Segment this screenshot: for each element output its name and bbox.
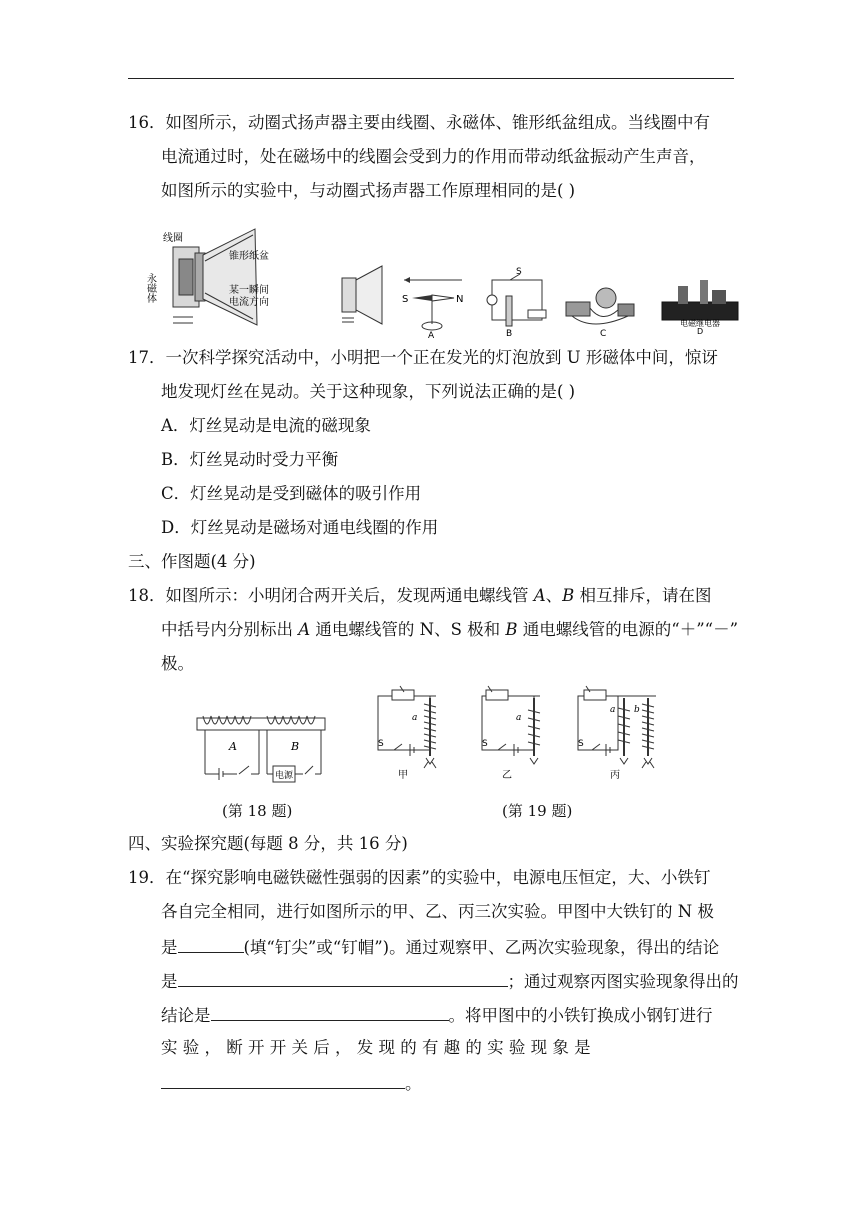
option-c-label: C (600, 329, 607, 338)
option-a-label: A (428, 331, 435, 338)
bing-switch-s: S (578, 739, 584, 749)
coil-label: 线圈 (163, 233, 183, 244)
speaker-diagram (145, 225, 285, 330)
current-dir-label: 电流方向 (229, 297, 269, 308)
bing-nail-b: b (634, 705, 640, 715)
option-b-label: B (506, 329, 513, 338)
q17-option-c: C．灯丝晃动是受到磁体的吸引作用 (161, 484, 422, 503)
q18-line3: 极。 (161, 654, 194, 673)
q18-line2: 中括号内分别标出 A 通电螺线管的 N、S 极和 B 通电螺线管的电源的“＋”“－” (161, 620, 739, 639)
jia-nail-a: a (412, 713, 418, 723)
q19-bing-diagram (570, 684, 666, 780)
q17-number: 17． (128, 348, 166, 367)
bing-label: 丙 (610, 770, 620, 780)
option-c-device (562, 278, 640, 338)
q19-line7: 。 (161, 1072, 422, 1094)
q19-number: 19． (128, 868, 166, 887)
q19-line5: 结论是 。将甲图中的小铁钉换成小钢钉进行 (161, 1006, 713, 1025)
q18-number: 18． (128, 586, 166, 605)
q17-option-a: A．灯丝晃动是电流的磁现象 (161, 416, 371, 435)
relay-label: 电磁继电器 (680, 319, 720, 328)
jia-switch-s: S (378, 739, 384, 749)
option-a-compass (398, 268, 468, 338)
solenoid-a-label: A (229, 740, 237, 753)
blank-nail-pole[interactable] (178, 936, 244, 953)
q19-line6: 实 验 ， 断 开 开 关 后 ， 发 现 的 有 趣 的 实 验 现 象 是 (161, 1038, 591, 1057)
blank-conclusion-bing[interactable] (211, 1004, 449, 1021)
q18-caption: (第 18 题) (222, 802, 293, 820)
q16-line3: 如图所示的实验中，与动圈式扬声器工作原理相同的是( ) (161, 181, 576, 200)
blank-steel-nail-phenomenon[interactable] (161, 1072, 405, 1089)
cone-label: 锥形纸盆 (229, 251, 269, 262)
q18-solenoid-diagram (193, 708, 333, 786)
yi-switch-s: S (482, 739, 488, 749)
yi-label: 乙 (502, 770, 512, 780)
option-d-label: D (697, 327, 704, 334)
q19-line2: 各自完全相同，进行如图所示的甲、乙、丙三次实验。甲图中大铁钉的 N 极 (161, 902, 714, 921)
q17-option-b: B．灯丝晃动时受力平衡 (161, 450, 339, 469)
jia-label: 甲 (398, 770, 408, 780)
q19-caption: (第 19 题) (502, 802, 573, 820)
q19-jia-diagram (370, 684, 446, 780)
speaker-small-diagram (328, 262, 388, 330)
option-b-circuit (484, 266, 554, 338)
q17-line1: 17．一次科学探究活动中，小明把一个正在发光的灯泡放到 U 形磁体中间，惊讶 (128, 348, 718, 367)
q19-line4: 是 ；通过观察丙图实验现象得出的 (161, 972, 739, 991)
yi-nail-a: a (516, 713, 522, 723)
solenoid-b-label: B (291, 740, 300, 753)
header-rule (128, 78, 734, 79)
moment-label: 某一瞬间 (229, 285, 269, 296)
power-source-label: 电源 (275, 771, 294, 781)
q19-line1: 19．在“探究影响电磁铁磁性强弱的因素”的实验中，电源电压恒定，大、小铁钉 (128, 868, 711, 887)
section-4-title: 四、实验探究题(每题 8 分，共 16 分) (128, 834, 408, 853)
magnet-label: 永磁体 (145, 273, 156, 303)
section-3-title: 三、作图题(4 分) (128, 552, 256, 571)
compass-n-label: N (456, 294, 464, 305)
blank-conclusion-jia-yi[interactable] (178, 970, 508, 987)
compass-s-label: S (402, 294, 409, 305)
q19-yi-diagram (474, 684, 550, 780)
q16-line2: 电流通过时，处在磁场中的线圈会受到力的作用而带动纸盆振动产生声音， (161, 147, 706, 166)
switch-s-label: S (516, 267, 522, 277)
q19-line3: 是 (填“钉尖”或“钉帽”)。通过观察甲、乙两次实验现象，得出的结论 (161, 938, 720, 957)
q16-line1: 16．如图所示，动圈式扬声器主要由线圈、永磁体、锥形纸盆组成。当线圈中有 (128, 113, 710, 132)
q18-line1: 18．如图所示：小明闭合两开关后，发现两通电螺线管 A、B 相互排斥，请在图 (128, 586, 712, 605)
bing-nail-a: a (610, 705, 616, 715)
q16-number: 16． (128, 113, 166, 132)
q17-line2: 地发现灯丝在晃动。关于这种现象，下列说法正确的是( ) (161, 382, 576, 401)
option-d-relay (660, 272, 740, 334)
q17-option-d: D．灯丝晃动是磁场对通电线圈的作用 (161, 518, 439, 537)
